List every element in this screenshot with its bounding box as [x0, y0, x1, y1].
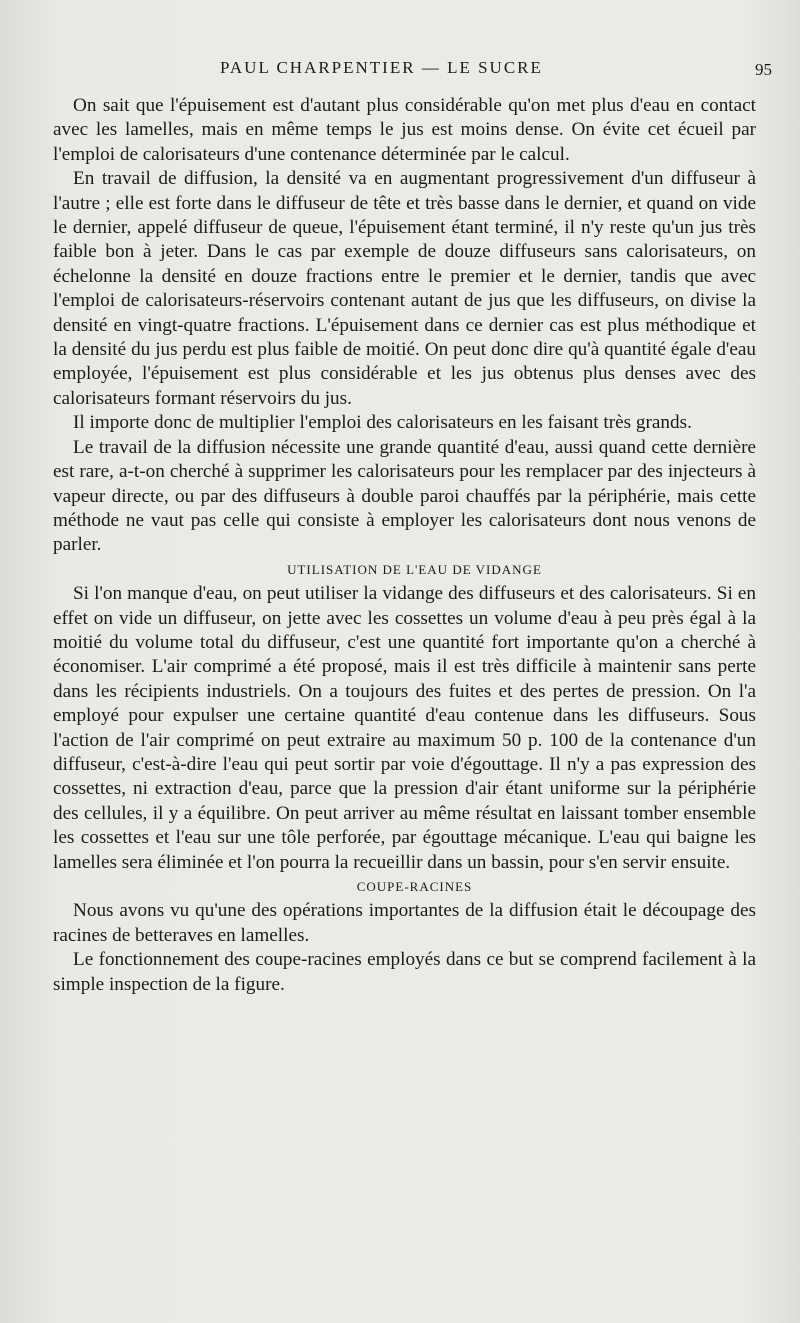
running-title: PAUL CHARPENTIER — LE SUCRE [220, 58, 543, 77]
page-number: 95 [755, 60, 772, 79]
paragraph: Il importe donc de multiplier l'emploi des calorisateurs en les faisant très grands. [73, 412, 692, 434]
body-text [53, 94, 756, 997]
paragraph: En travail de diffusion, la densité va en augmentant progressivement d'un diffuseur à l'autre ; elle est forte dans le diffuseur de tête et très basse dans le dernier, et quand on vide le dernier, appelé diffuseur de queue, l'épuisement étant terminé, il n'y reste qu'un jus très faible bon à jeter. Dans le cas par exemple de douze diffuseurs sans calorisateurs, on échelonne la densité en douze fractions entre le premier et le dernier, tandis que avec l'emploi de calorisateurs-réservoirs contenant autant de jus que les diffuseurs, on divise la densité en vingt-quatre fractions. L'épuisement dans ce dernier cas est plus méthodique et la densité du jus perdu est plus faible de moitié. On peut donc dire qu'à quantité égale d'eau employée, l'épuisement est plus considérable et les jus obtenus plus denses avec des calorisateurs formant réservoirs du jus. [53, 168, 756, 409]
paragraph: Le fonctionnement des coupe-racines employés dans ce but se comprend facilement à la simple inspection de la figure. [53, 949, 756, 995]
paragraph: Nous avons vu qu'une des opérations importantes de la diffusion était le découpage des racines de betteraves en lamelles. [53, 900, 756, 946]
paragraph: Le travail de la diffusion nécessite une grande quantité d'eau, aussi quand cette dernière est rare, a-t-on cherché à supprimer les calorisateurs pour les remplacer par des injecteurs à vapeur directe, ou par des diffuseurs à double paroi chauffés par la périphérie, mais cette méthode ne vaut pas celle qui consiste à employer les calorisateurs dont nous venons de parler. [53, 436, 756, 556]
section-heading: COUPE-RACINES [356, 879, 473, 894]
running-head [40, 58, 780, 80]
paragraph: On sait que l'épuisement est d'autant plus considérable qu'on met plus d'eau en contact avec les lamelles, mais en même temps le jus est moins dense. On évite cet écueil par l'emploi de calorisateurs d'une contenance déterminée par le calcul. [53, 95, 756, 165]
section-heading: UTILISATION DE L'EAU DE VIDANGE [287, 561, 542, 577]
paragraph: Si l'on manque d'eau, on peut utiliser la vidange des diffuseurs et des calorisateurs. Si en effet on vide un diffuseur, on jette avec les cossettes un volume d'eau à peu près égal à la moitié du volume total du diffuseur, c'est une quantité fort importante qu'on a cherché à économiser. L'air comprimé a été proposé, mais il est très difficile à maintenir sans perte dans les récipients industriels. On a toujours des fuites et des pertes de pression. On l'a employé pour expulser une certaine quantité d'eau contenue dans les diffuseurs. Sous l'action de l'air comprimé on peut extraire au maximum 50 p. 100 de la contenance d'un diffuseur, c'est-à-dire l'eau qui peut sortir par voie d'égouttage. Il n'y a pas expression des cossettes, ni extraction d'eau, parce que la pression d'air étant uniforme sur la périphérie des cellules, il y a équilibre. On peut arriver au même résultat en laissant tomber ensemble les cossettes et l'eau sur une tôle perforée, par égouttage mécanique. L'eau qui baigne les lamelles sera éliminée et l'on pourra la recueillir dans un bassin, pour s'en servir ensuite. [53, 583, 756, 873]
